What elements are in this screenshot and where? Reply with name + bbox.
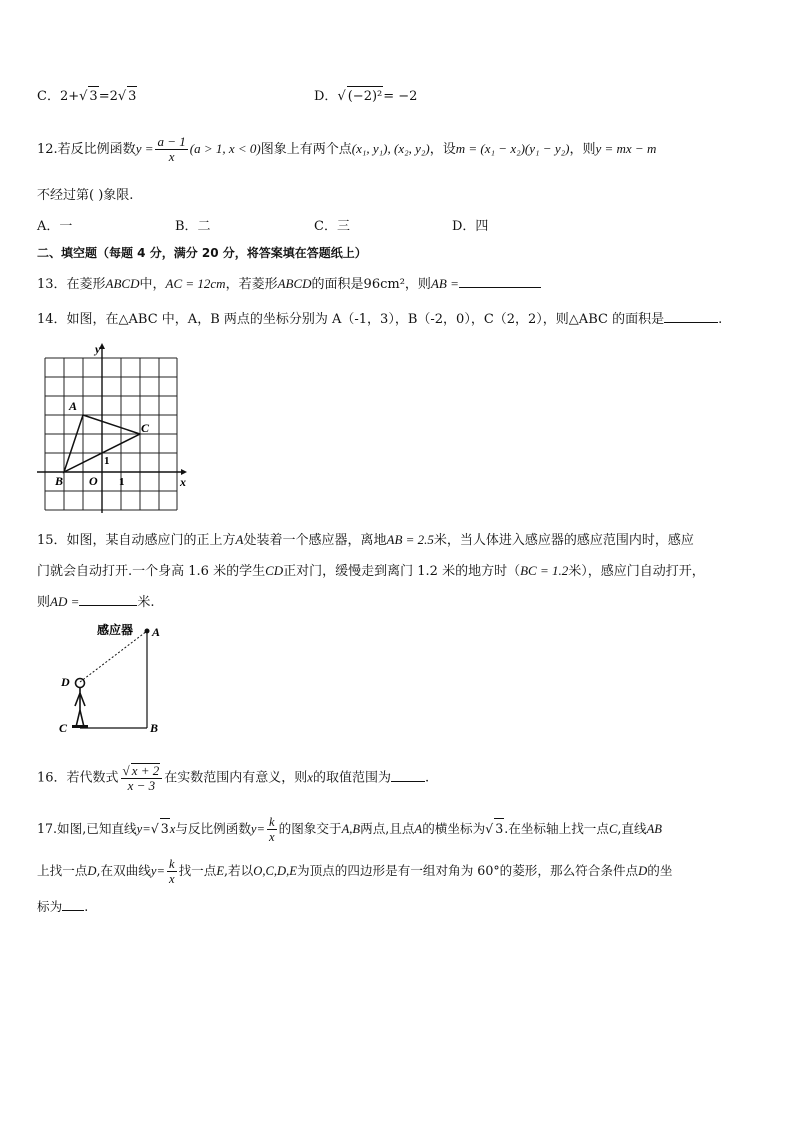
label-1-x: 1	[119, 476, 125, 488]
q12-stem-d: ，则	[569, 142, 596, 157]
q16-text-b: 在实数范围内有意义，则	[164, 770, 308, 786]
q17-l1-e: 的横坐标为	[422, 821, 486, 836]
q13-abcd: ABCD	[105, 276, 140, 291]
q17-ocde: O,C,D,E	[253, 864, 297, 878]
q17-numerator-2: k	[168, 857, 175, 871]
q17-l2-c: 找一点	[178, 863, 217, 878]
q17-radicand: 3	[160, 818, 170, 839]
q11-c-eq: =2	[98, 89, 118, 104]
figure-14-grid	[37, 343, 187, 513]
q12-y-eq: y =	[135, 141, 154, 156]
q17-l1-d: 两点,且点	[360, 821, 415, 836]
q12-option-b: B．二	[175, 219, 211, 234]
q11-d-prefix: D．	[314, 89, 338, 104]
q17-l1-f: .在坐标轴上找一点	[504, 821, 609, 836]
student-feet	[72, 725, 88, 728]
q17-l3: 标为	[37, 899, 63, 914]
q17-l1-a: 17.如图,已知直线	[37, 821, 137, 836]
q12-option-a: A．一	[37, 219, 73, 234]
answer-blank[interactable]	[391, 769, 425, 782]
q17-fraction-2	[167, 857, 177, 886]
label-a: A	[152, 625, 161, 639]
q15-cd: CD	[265, 563, 284, 578]
label-b: B	[150, 721, 159, 735]
label-1-y: 1	[104, 455, 110, 467]
q17-l2-b: ,在双曲线	[96, 863, 151, 878]
q15-ab: AB = 2.5	[386, 532, 434, 547]
q12-numerator: a − 1	[157, 134, 186, 149]
q17-e: E	[216, 864, 225, 878]
label-c: C	[59, 721, 68, 735]
q12-stem-end: 不经过第( )象限.	[37, 188, 134, 203]
q13-text-d: 的面积是	[311, 277, 364, 292]
student-figure	[75, 679, 85, 728]
q15-line2-c: 米），感应门自动打开，	[568, 564, 705, 579]
label-sensor: 感应器	[97, 623, 134, 637]
q17-radicand-2: 3	[494, 818, 504, 839]
label-a: A	[69, 399, 78, 413]
q16-radicand: x + 2	[131, 763, 160, 778]
q13-text-e: ，则	[404, 277, 431, 292]
q12-stem-a: 12.若反比例函数	[37, 142, 136, 157]
q15-line-3	[37, 592, 155, 613]
q12-option-c: C．三	[314, 219, 350, 234]
q16-end: .	[425, 770, 430, 786]
q16-text-c: 的取值范围为	[313, 770, 392, 786]
figure-15-sensor	[55, 620, 175, 738]
q15-a: A	[235, 532, 244, 547]
q15-ad: AD =	[50, 594, 80, 609]
q16-numerator	[121, 763, 163, 779]
q13-ac: AC = 12cm	[165, 276, 226, 291]
q16-x: x	[307, 769, 314, 785]
q17-l1-b: 与反比例函数	[175, 821, 251, 836]
q12-line-expr: y = mx − m	[595, 141, 657, 156]
label-b: B	[55, 474, 64, 488]
q17-line-3: 标为 .	[37, 899, 89, 914]
q15-line-1	[37, 530, 694, 551]
q17-line-1	[37, 815, 662, 844]
q17-d: D	[87, 864, 97, 878]
q17-l2-d: ,若以	[224, 863, 254, 878]
q11-c-radicand: 3	[88, 86, 98, 107]
q12-option-d: D．四	[452, 219, 489, 234]
answer-blank[interactable]	[664, 310, 718, 323]
q17-y-eq-2: y=	[250, 822, 265, 836]
q13-area: 96cm²	[363, 277, 405, 292]
label-x: x	[180, 475, 186, 489]
q16-text-a: 16．若代数式	[37, 770, 119, 786]
q12-stem	[37, 135, 656, 164]
sqrt-symbol: √	[79, 89, 88, 104]
q12-stem-b: 图象上有两个点	[260, 142, 352, 157]
q12-points: (x₁, y₁), (x₂, y₂)	[351, 141, 430, 156]
q17-numerator: k	[269, 815, 275, 829]
sqrt-symbol: √	[117, 89, 127, 104]
label-d: D	[61, 675, 70, 689]
q15-line3-b: 米.	[137, 595, 155, 610]
q17-a: A	[414, 822, 423, 836]
label-origin: O	[89, 474, 98, 488]
q17-ab: A,B	[341, 822, 361, 836]
q12-denominator: x	[168, 149, 175, 164]
q13-text-a: 13．在菱形	[37, 277, 106, 292]
sqrt-symbol: √	[150, 821, 159, 836]
answer-blank[interactable]	[79, 593, 137, 606]
q11-d-eq: = −2	[383, 89, 418, 104]
q14-text: 14．如图，在△ABC 中，A，B 两点的坐标分别为 A（-1，3），B（-2，0），C（2，2），则△ABC 的面积是	[37, 312, 665, 327]
q17-l2-a: 上找一点	[37, 863, 88, 878]
q16-denominator: x − 3	[127, 778, 156, 793]
q17-c: C	[608, 822, 618, 836]
q12-m-expr: m = (x₁ − x₂)(y₁ − y₂)	[455, 141, 570, 156]
q17-l1-g: ,直线	[617, 821, 647, 836]
sqrt-symbol: √	[122, 763, 130, 778]
q15-line2-b: 正对门，缓慢走到离门 1.2 米的地方时（	[283, 564, 521, 579]
q11-option-d	[314, 86, 417, 107]
q13	[37, 274, 541, 295]
q17-l2-g: 的坐	[647, 863, 673, 878]
q17-l1-c: 的图象交于	[278, 821, 342, 836]
sqrt-symbol: √	[485, 821, 494, 836]
q17-ab-2: AB	[646, 822, 662, 836]
q17-x: x	[169, 822, 176, 836]
q15-line-2	[37, 561, 705, 582]
sqrt-symbol: √	[337, 89, 346, 104]
q15-line3-a: 则	[37, 595, 51, 610]
q16-fraction	[121, 763, 163, 793]
q17-denominator-2: x	[168, 872, 175, 886]
q11-d-radicand: (−2)²	[347, 86, 384, 107]
q17-y-eq-3: y=	[150, 864, 165, 878]
q12-condition: (a > 1, x < 0)	[189, 141, 261, 156]
q17-l2-f: 为顶点的四边形是有一组对角为 60°的菱形，那么符合条件点	[296, 863, 639, 878]
q11-c-prefix: C．2+	[37, 89, 80, 104]
q12-fraction	[155, 135, 187, 164]
answer-blank[interactable]	[62, 898, 84, 911]
q17-line-2	[37, 857, 672, 886]
q15-bc: BC = 1.2	[520, 563, 569, 578]
q13-text-c: ，若菱形	[225, 277, 278, 292]
q16	[37, 763, 429, 793]
q13-abcd-2: ABCD	[277, 276, 312, 291]
q11-c-radicand-2: 3	[127, 86, 137, 107]
q15-line2-a: 门就会自动打开.一个身高 1.6 米的学生	[37, 564, 266, 579]
label-c: C	[141, 421, 150, 435]
q14	[37, 310, 722, 330]
q17-denominator: x	[269, 830, 275, 844]
sensor-range-line	[80, 631, 147, 682]
label-y: y	[95, 343, 101, 356]
answer-blank[interactable]	[459, 275, 541, 288]
q13-ab: AB =	[430, 276, 459, 291]
q13-text-b: 中，	[139, 277, 166, 292]
q11-option-c	[37, 86, 137, 107]
q15-line1-b: 处装着一个感应器，离地	[243, 533, 387, 548]
q12-stem-c: ，设	[429, 142, 456, 157]
q15-line1-a: 15．如图，某自动感应门的正上方	[37, 533, 236, 548]
grid-lines	[45, 358, 177, 510]
q15-line1-c: 米，当人体进入感应器的感应范围内时，感应	[433, 533, 694, 548]
q17-d-2: D	[638, 864, 648, 878]
section-heading: 二、填空题（每题 4 分，满分 20 分，将答案填在答题纸上）	[37, 246, 367, 260]
q14-end: .	[718, 312, 723, 327]
q17-fraction	[267, 815, 277, 844]
q17-y-eq: y=	[136, 822, 151, 836]
